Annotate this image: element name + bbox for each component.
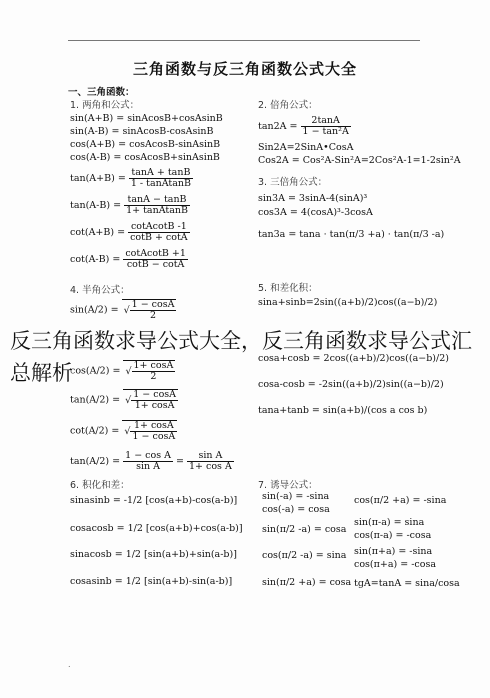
top-rule xyxy=(68,40,420,41)
formula-sin-diff: sin(A-B) = sinAcosB-cosAsinB xyxy=(70,126,214,137)
formula-tga: tgA=tanA = sina/cosa xyxy=(354,578,460,589)
formula-cos-sum-product: cosa+cosb = 2cos((a+b)/2)cos((a−b)/2) xyxy=(258,353,449,364)
formula-sin-sum: sin(A+B) = sinAcosB+cosAsinB xyxy=(70,113,223,124)
formula-cos-halfpi-minus: cos(π/2 -a) = sina xyxy=(262,550,347,561)
formula-cos-pi-minus: cos(π-a) = -cosa xyxy=(354,530,432,541)
formula-cot-sum: cot(A+B) = $\frac{\text{cotAcotB -1}}{\cot B + \cot A}$ xyxy=(70,221,188,243)
formula-tan-double: tan2A = $\frac{2\tan A}{\text{1 − tan²A}}$ xyxy=(258,115,349,137)
formula-tan-half-alt: tan(A/2) = $\frac{\text{1 − cos A}}{\text{sin A}}$ = $\frac{\text{sin A}}{\text{1+ cos A}}$ xyxy=(70,450,232,472)
formula-cot-diff: cot(A-B) = $\frac{\text{cotAcotB +1}}{\cot B - \cot A}$ xyxy=(70,248,186,270)
formula-cos-neg: cos(-a) = cosa xyxy=(262,504,330,515)
section-induction: 7. 诱导公式： xyxy=(258,480,318,491)
formula-sin-pi-minus: sin(π-a) = sina xyxy=(354,517,425,528)
formula-cos-pi-plus: cos(π+a) = -cosa xyxy=(354,559,436,570)
formula-tan-sum-product: tana+tanb = sin(a+b)/(cos a cos b) xyxy=(258,405,428,416)
formula-cos-diff: cos(A-B) = cosAcosB+sinAsinB xyxy=(70,152,220,163)
page-marker: . xyxy=(68,660,71,669)
formula-cos-double: Cos2A = Cos²A-Sin²A=2Cos²A-1=1-2sin²A xyxy=(258,155,461,166)
section-sum-to-product: 5. 和差化积： xyxy=(258,283,318,294)
formula-cos-diff-product: cosa-cosb = -2sin((a+b)/2)sin((a−b)/2) xyxy=(258,379,444,390)
formula-sin-double: Sin2A=2SinA•CosA xyxy=(258,142,354,153)
formula-sin-sum-product: sina+sinb=2sin((a+b)/2)cos((a−b)/2) xyxy=(258,297,438,308)
formula-sin-pi-plus: sin(π+a) = -sina xyxy=(354,546,433,557)
formula-tan-triple: tan3a = tana · tan(π/3 +a) · tan(π/3 -a) xyxy=(258,229,445,240)
formula-cosasinb: cosasinb = 1/2 [sin(a+b)-sin(a-b)] xyxy=(70,576,233,587)
section-triple-angle: 3. 三倍角公式： xyxy=(258,177,328,188)
formula-sin-triple: sin3A = 3sinA-4(sinA)³ xyxy=(258,193,368,204)
formula-cos-sum: cos(A+B) = cosAcosB-sinAsinB xyxy=(70,139,221,150)
formula-cosacosb: cosacosb = 1/2 [cos(a+b)+cos(a-b)] xyxy=(70,523,243,534)
section-heading-trig: 一、三角函数： xyxy=(68,87,135,98)
formula-tan-sum: tan(A+B) = $\frac{\tan A + \tan B}{\text{1 - tanAtanB}}$ xyxy=(70,167,191,189)
formula-cos-half: cos(A/2) = √ $\frac{1+ \cos A}{2}$ xyxy=(70,360,174,382)
section-half-angle: 4. 半角公式： xyxy=(70,285,130,296)
formula-sinacosb: sinacosb = 1/2 [sin(a+b)+sin(a-b)] xyxy=(70,549,237,560)
section-double-angle: 2. 倍角公式： xyxy=(258,100,318,111)
section-product-to-sum: 6. 积化和差： xyxy=(70,480,130,491)
formula-cot-half: cot(A/2) = √ $\frac{1+ \cos A}{1 - \cos A}$ xyxy=(70,420,176,442)
section-sum-formulas: 1. 两角和公式： xyxy=(70,100,140,111)
overlay-headline: 反三角函数求导公式大全，反三角函数求导公式汇总解析 xyxy=(10,329,472,385)
formula-cos-halfpi-plus: cos(π/2 +a) = -sina xyxy=(354,495,447,506)
formula-tan-half: tan(A/2) = √ $\frac{1 - \cos A}{1+ \cos A}$ xyxy=(70,389,177,411)
formula-sin-half: sin(A/2) = √ $\frac{1 - \cos A}{2}$ xyxy=(70,299,175,321)
formula-sin-halfpi-plus: sin(π/2 +a) = cosa xyxy=(262,577,352,588)
formula-tan-diff: tan(A-B) = $\frac{\tan A - \tan B}{\text{1+ tanAtanB}}$ xyxy=(70,194,188,216)
document-title: 三角函数与反三角函数公式大全 xyxy=(132,60,357,78)
formula-sin-halfpi-minus: sin(π/2 -a) = cosa xyxy=(262,524,347,535)
formula-cos-triple: cos3A = 4(cosA)³-3cosA xyxy=(258,207,373,218)
formula-sin-neg: sin(-a) = -sina xyxy=(262,491,330,502)
formula-sinasinb: sinasinb = -1/2 [cos(a+b)-cos(a-b)] xyxy=(70,495,238,506)
